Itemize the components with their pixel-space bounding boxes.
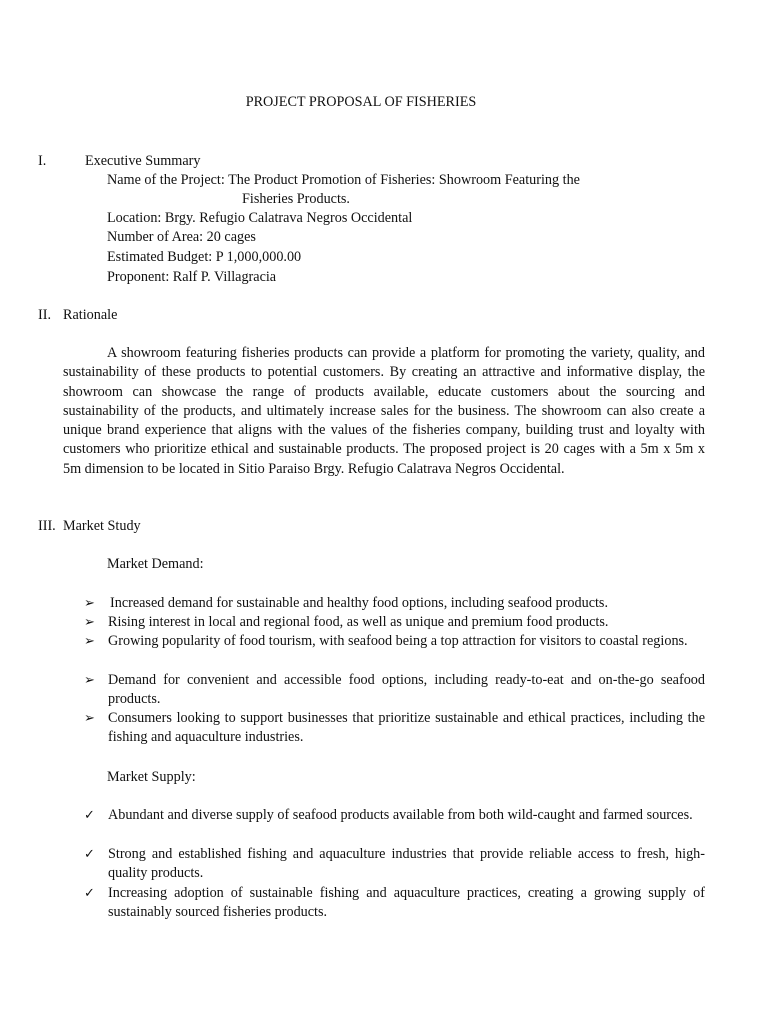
section-3-number: III. xyxy=(38,518,56,534)
project-name-line2: Fisheries Products. xyxy=(242,191,350,207)
supply-item: Abundant and diverse supply of seafood products available from both wild-caught and farmed sources. xyxy=(108,807,693,823)
checkmark-bullet-icon: ✓ xyxy=(84,847,95,862)
arrow-bullet-icon: ➢ xyxy=(84,711,95,726)
checkmark-bullet-icon: ✓ xyxy=(84,886,95,901)
demand-item: Demand for convenient and accessible food options, including ready-to-eat and on-the-go seafood products. xyxy=(108,672,705,708)
arrow-bullet-icon: ➢ xyxy=(84,634,95,649)
market-demand-heading: Market Demand: xyxy=(107,556,204,572)
supply-item: Strong and established fishing and aquaculture industries that provide reliable access to fresh, high-quality products. xyxy=(108,846,705,882)
supply-item: Increasing adoption of sustainable fishing and aquaculture practices, creating a growing supply of sustainably sourced fisheries products. xyxy=(108,885,705,921)
section-2-number: II. xyxy=(38,307,51,323)
section-2-heading: Rationale xyxy=(63,307,118,323)
demand-item: Consumers looking to support businesses that prioritize sustainable and ethical practices, including the fishing and aquaculture industries. xyxy=(108,710,705,746)
section-1-heading: Executive Summary xyxy=(85,153,201,169)
location-line: Location: Brgy. Refugio Calatrava Negros Occidental xyxy=(107,210,413,226)
budget-line: Estimated Budget: P 1,000,000.00 xyxy=(107,249,302,265)
project-name-line1: Name of the Project: The Product Promotion of Fisheries: Showroom Featuring the xyxy=(107,172,580,188)
demand-item: Growing popularity of food tourism, with seafood being a top attraction for visitors to coastal regions. xyxy=(108,633,688,649)
demand-item: Increased demand for sustainable and healthy food options, including seafood products. xyxy=(110,595,609,611)
section-3-heading: Market Study xyxy=(63,518,141,534)
section-1-number: I. xyxy=(38,153,47,169)
arrow-bullet-icon: ➢ xyxy=(84,615,95,630)
rationale-paragraph: A showroom featuring fisheries products can provide a platform for promoting the variety, quality, and sustainability of these products to potential customers. By creating an attractive and informative display, the showroom can showcase the range of products available, educate customers about the sourcing and sustainability of the products, and ultimately increase sales for the business. The showroom can also create a unique brand experience that aligns with the values of the fisheries company, building trust and loyalty with customers who prioritize ethical and sustainable products. The proposed project is 20 cages with a 5m x 5m x 5m dimension to be located in Sitio Paraiso Brgy. Refugio Calatrava Negros Occidental. xyxy=(63,345,705,477)
arrow-bullet-icon: ➢ xyxy=(84,673,95,688)
demand-item: Rising interest in local and regional food, as well as unique and premium food products. xyxy=(108,614,609,630)
area-line: Number of Area: 20 cages xyxy=(107,229,256,245)
market-supply-heading: Market Supply: xyxy=(107,769,196,785)
document-title: PROJECT PROPOSAL OF FISHERIES xyxy=(245,94,477,110)
arrow-bullet-icon: ➢ xyxy=(84,596,95,611)
checkmark-bullet-icon: ✓ xyxy=(84,808,95,823)
proponent-line: Proponent: Ralf P. Villagracia xyxy=(107,269,277,285)
